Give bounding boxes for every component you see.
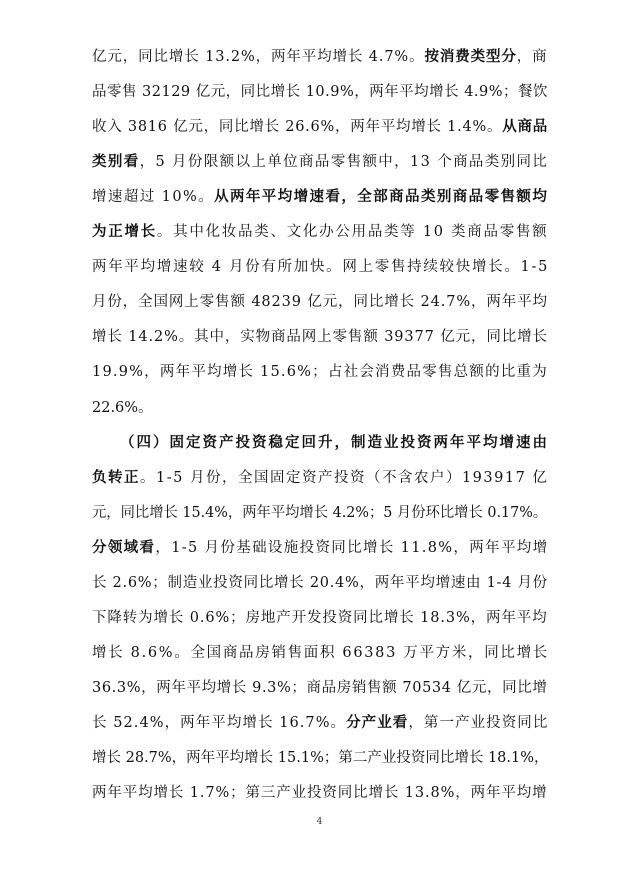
text-segment: ，商 <box>516 49 548 65</box>
text-line <box>92 117 548 137</box>
text-segment: 亿元，同比增长 13.2%，两年平均增长 4.7%。 <box>92 49 425 65</box>
text-segment: 19.9%，两年平均增长 15.6%；占社会消费品零售总额的比重为 <box>92 364 548 380</box>
text-segment: 22.6%。 <box>92 400 153 416</box>
bold-phrase: （四）固定资产投资稳定回升，制造业投资两年平均增速由 <box>120 435 549 451</box>
text-segment: 下降转为增长 0.6%；房地产开发投资同比增长 18.3%，两年平均 <box>92 610 548 626</box>
text-segment: ，1-5 月份基础设施投资同比增长 11.8%，两年平均增 <box>155 540 549 556</box>
text-segment: 。其中化妆品类、文化办公用品类等 10 类商品零售额 <box>156 224 549 240</box>
text-line <box>92 362 548 382</box>
text-segment: 品零售 32129 亿元，同比增长 10.9%，两年平均增长 4.9%；餐饮 <box>92 84 548 100</box>
page-number: 4 <box>316 817 323 827</box>
bold-phrase: 从两年平均增速看，全部商品类别商品零售额均 <box>214 189 549 205</box>
text-line <box>92 538 548 558</box>
text-segment: 元，同比增长 15.4%，两年平均增长 4.2%；5 月份环比增长 0.17%。 <box>92 505 548 521</box>
text-line <box>120 433 549 453</box>
text-line <box>92 327 548 347</box>
text-line <box>92 292 548 312</box>
bold-phrase: 分领域看 <box>92 540 156 556</box>
bold-phrase: 类别看 <box>92 154 140 170</box>
text-line <box>92 468 548 488</box>
text-segment: 收入 3816 亿元，同比增长 26.6%，两年平均增长 1.4%。 <box>92 119 503 135</box>
text-line <box>92 503 547 523</box>
text-line <box>92 222 548 242</box>
text-line <box>92 643 549 663</box>
bold-phrase: 分产业看 <box>346 715 409 731</box>
bold-phrase: 从商品 <box>502 119 548 135</box>
text-segment: 增长 28.7%，两年平均增长 15.1%；第二产业投资同比增长 18.1%， <box>92 750 549 766</box>
text-line <box>92 398 153 418</box>
text-segment: 长 2.6%；制造业投资同比增长 20.4%，两年平均增速由 1-4 月份 <box>92 575 548 591</box>
text-line <box>92 187 548 207</box>
text-line <box>92 47 548 67</box>
bold-phrase: 为正增长 <box>92 224 157 240</box>
text-line <box>92 152 548 172</box>
text-segment: 增长 8.6%。全国商品房销售面积 66383 万平方米，同比增长 <box>92 645 549 661</box>
text-line <box>92 713 548 733</box>
text-segment: 36.3%，两年平均增长 9.3%；商品房销售额 70534 亿元，同比增 <box>92 680 548 696</box>
text-segment: 月份，全国网上零售额 48239 亿元，同比增长 24.7%，两年平均 <box>92 294 548 310</box>
text-line <box>92 783 548 803</box>
text-line <box>92 608 548 628</box>
text-segment: 两年平均增速较 4 月份有所加快。网上零售持续较快增长。1-5 <box>92 259 549 275</box>
text-line <box>92 82 548 102</box>
text-line <box>92 257 549 277</box>
text-segment: ，5 月份限额以上单位商品零售额中，13 个商品类别同比 <box>139 154 549 170</box>
text-line <box>92 678 547 698</box>
text-segment: ，第一产业投资同比 <box>408 715 549 731</box>
text-segment: 增长 14.2%。其中，实物商品网上零售额 39377 亿元，同比增长 <box>92 329 548 345</box>
text-line <box>92 573 548 593</box>
text-line <box>92 748 549 768</box>
text-segment: 两年平均增长 1.7%；第三产业投资同比增长 13.8%，两年平均增 <box>92 785 548 801</box>
text-segment: 增速超过 10%。 <box>92 189 215 205</box>
text-segment: 。1-5 月份，全国固定资产投资（不含农户）193917 亿 <box>140 470 549 486</box>
bold-phrase: 负转正 <box>92 470 140 486</box>
bold-phrase: 按消费类型分 <box>424 49 517 65</box>
text-segment: 长 52.4%，两年平均增长 16.7%。 <box>92 715 347 731</box>
